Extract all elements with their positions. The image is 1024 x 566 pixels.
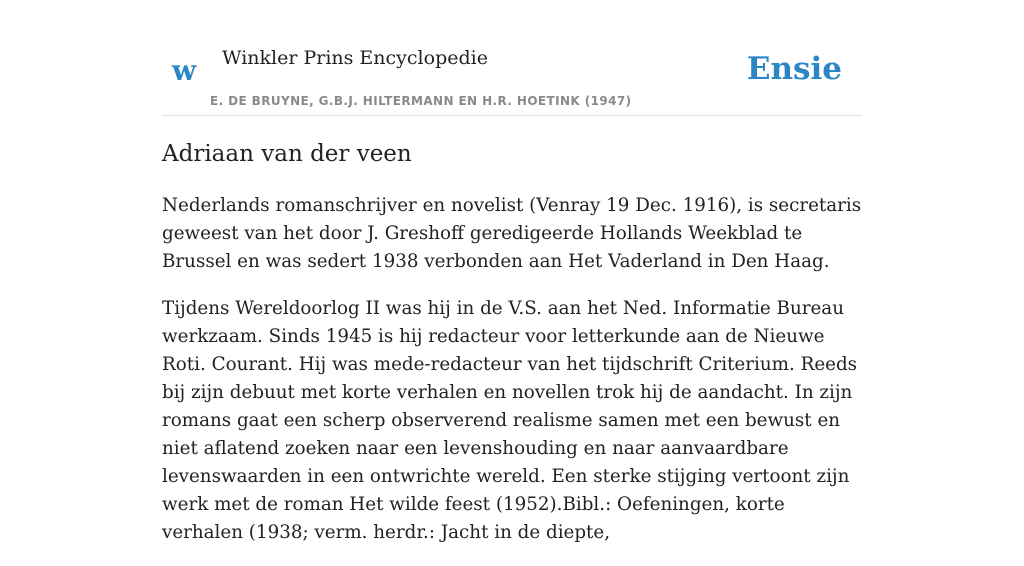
- book-title[interactable]: Winkler Prins Encyclopedie: [222, 47, 488, 69]
- ensie-logo-link[interactable]: Ensie: [746, 51, 842, 87]
- encyclopedia-logo[interactable]: w: [172, 54, 197, 87]
- article-body: [162, 192, 868, 566]
- article-paragraph-1: Nederlands romanschrijver en novelist (Venray 19 Dec. 1916), is secretaris geweest van het door J. Greshoff geredigeerde Hollands Weekblad te Brussel en was sedert 1938 verbonden aan Het Vaderland in Den Haag.: [162, 195, 862, 272]
- book-authors: E. DE BRUYNE, G.B.J. HILTERMANN EN H.R. HOETINK (1947): [210, 94, 632, 108]
- book-header: [162, 38, 862, 116]
- article-paragraph-2: Tijdens Wereldoorlog II was hij in de V.S. aan het Ned. Informatie Bureau werkzaam. Sinds 1945 is hij redacteur voor letterkunde aan de Nieuwe Roti. Courant. Hij was mede-redacteur van het tijdschrift Criterium. Reeds bij zijn debuut met korte verhalen en novellen trok hij de aandacht. In zijn romans gaat een scherp observerend realisme samen met een bewust en niet aflatend zoeken naar een levenshouding en naar aanvaardbare levenswaarden in een ontwrichte wereld. Een sterke stijging vertoont zijn werk met de roman Het wilde feest (1952).Bibl.: Oefeningen, korte verhalen (1938; verm. herdr.: Jacht in de diepte,: [162, 298, 858, 543]
- article-title: Adriaan van der veen: [162, 141, 412, 167]
